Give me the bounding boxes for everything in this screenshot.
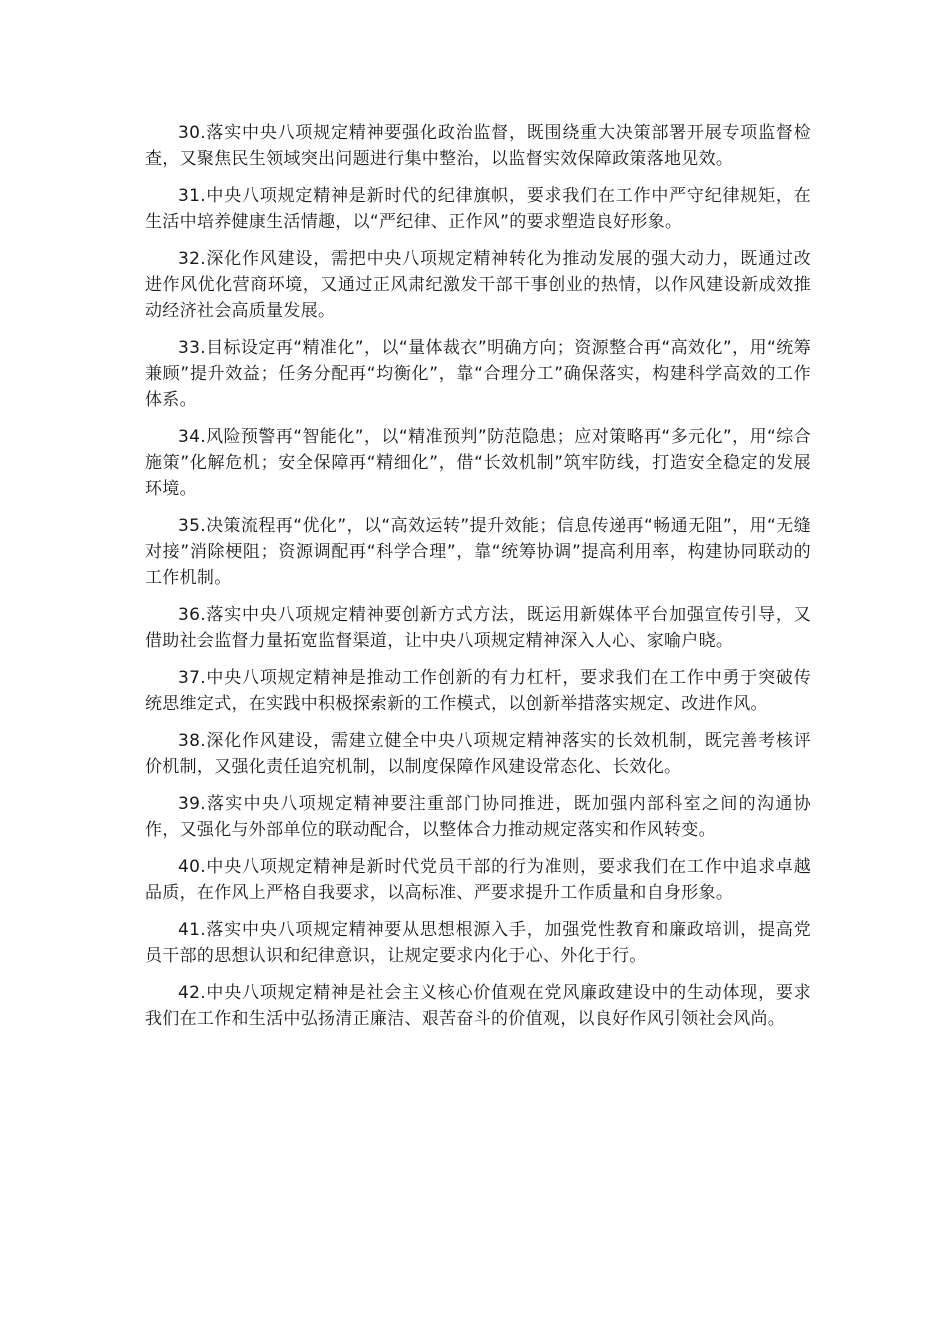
paragraph-30: 30.落实中央八项规定精神要强化政治监督，既围绕重大决策部署开展专项监督检查，又聚焦民生领域突出问题进行集中整治，以监督实效保障政策落地见效。 <box>145 123 811 169</box>
paragraph-41: 41.落实中央八项规定精神要从思想根源入手，加强党性教育和廉政培训，提高党员干部的思想认识和纪律意识，让规定要求内化于心、外化于行。 <box>145 920 811 966</box>
paragraph-31: 31.中央八项规定精神是新时代的纪律旗帜，要求我们在工作中严守纪律规矩，在生活中培养健康生活情趣，以“严纪律、正作风”的要求塑造良好形象。 <box>145 186 811 232</box>
paragraph-35: 35.决策流程再“优化”，以“高效运转”提升效能；信息传递再“畅通无阻”，用“无缝对接”消除梗阻；资源调配再“科学合理”，靠“统筹协调”提高利用率，构建协同联动的工作机制。 <box>145 516 811 588</box>
paragraph-33: 33.目标设定再“精准化”，以“量体裁衣”明确方向；资源整合再“高效化”，用“统筹兼顾”提升效益；任务分配再“均衡化”，靠“合理分工”确保落实，构建科学高效的工作体系。 <box>145 338 811 410</box>
document-body <box>145 120 811 1043</box>
paragraph-42: 42.中央八项规定精神是社会主义核心价值观在党风廉政建设中的生动体现，要求我们在工作和生活中弘扬清正廉洁、艰苦奋斗的价值观，以良好作风引领社会风尚。 <box>145 983 811 1029</box>
paragraph-39: 39.落实中央八项规定精神要注重部门协同推进，既加强内部科室之间的沟通协作，又强化与外部单位的联动配合，以整体合力推动规定落实和作风转变。 <box>145 794 811 840</box>
paragraph-32: 32.深化作风建设，需把中央八项规定精神转化为推动发展的强大动力，既通过改进作风优化营商环境，又通过正风肃纪激发干部干事创业的热情，以作风建设新成效推动经济社会高质量发展。 <box>145 249 811 321</box>
paragraph-37: 37.中央八项规定精神是推动工作创新的有力杠杆，要求我们在工作中勇于突破传统思维定式，在实践中积极探索新的工作模式，以创新举措落实规定、改进作风。 <box>145 668 811 714</box>
paragraph-38: 38.深化作风建设，需建立健全中央八项规定精神落实的长效机制，既完善考核评价机制，又强化责任追究机制，以制度保障作风建设常态化、长效化。 <box>145 731 811 777</box>
paragraph-36: 36.落实中央八项规定精神要创新方式方法，既运用新媒体平台加强宣传引导，又借助社会监督力量拓宽监督渠道，让中央八项规定精神深入人心、家喻户晓。 <box>145 605 811 651</box>
paragraph-40: 40.中央八项规定精神是新时代党员干部的行为准则，要求我们在工作中追求卓越品质，在作风上严格自我要求，以高标准、严要求提升工作质量和自身形象。 <box>145 857 811 903</box>
paragraph-34: 34.风险预警再“智能化”，以“精准预判”防范隐患；应对策略再“多元化”，用“综合施策”化解危机；安全保障再“精细化”，借“长效机制”筑牢防线，打造安全稳定的发展环境。 <box>145 427 811 499</box>
